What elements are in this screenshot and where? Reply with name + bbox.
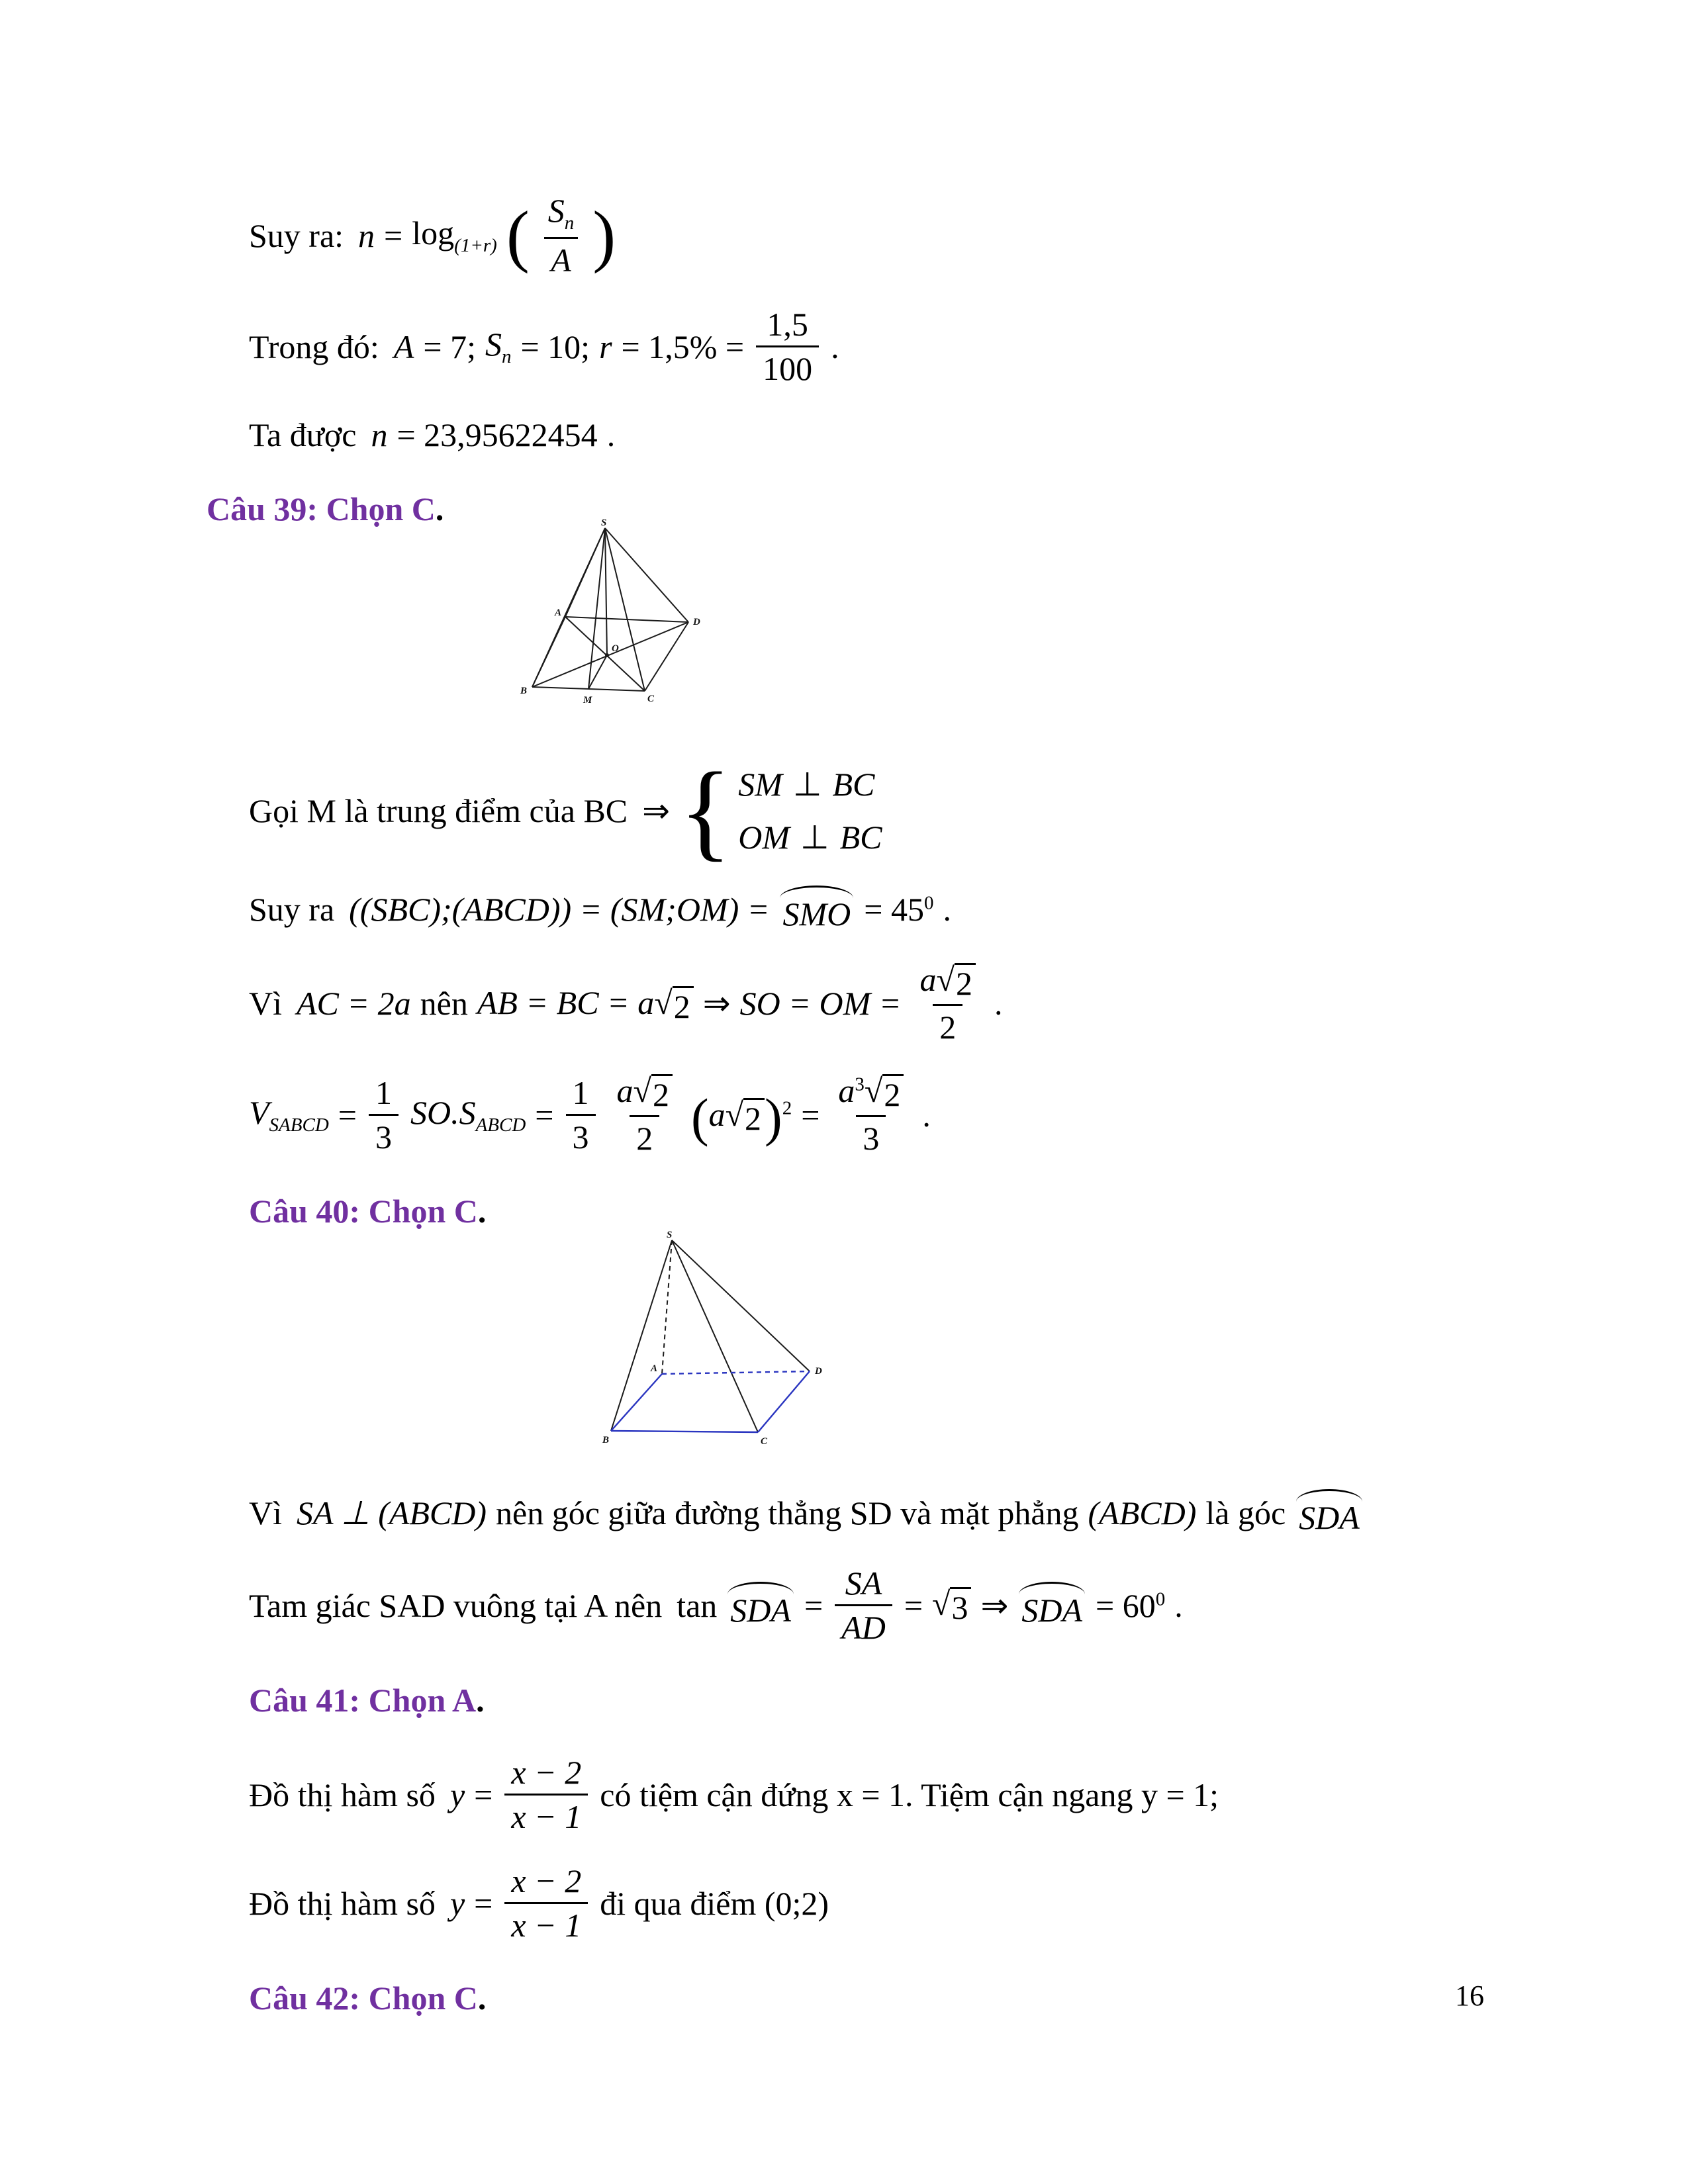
period: . xyxy=(477,1192,487,1230)
angle-hat-SMO: SMO xyxy=(778,886,855,933)
superscript: 2 xyxy=(782,1097,792,1119)
squared-parenthetical xyxy=(690,1089,792,1148)
text-run: Tam giác SAD vuông tại A nên xyxy=(249,1586,663,1624)
line-log-formula: Suy ra: n = $\log_{(1+r)}$ ( $\frac{S_n}{A}$ ) xyxy=(249,192,616,279)
log-base: (1+r) xyxy=(454,235,497,257)
equation-system: { SM ⊥ BC OM ⊥ BC xyxy=(679,749,882,871)
radical-sign: √ xyxy=(633,1072,651,1110)
text-run: Vì xyxy=(249,1494,282,1531)
line-so-om xyxy=(249,962,1529,1045)
math-text: AC = 2a xyxy=(297,985,411,1023)
figure-lines-black xyxy=(611,1240,810,1432)
heading-cau-40 xyxy=(249,1192,1529,1230)
text-run: Trong đó: xyxy=(249,328,379,365)
line-midpoint-system xyxy=(249,749,1529,871)
vertex-label-B: B xyxy=(520,685,528,696)
fraction-numerator xyxy=(914,962,982,1004)
fraction-numerator: 1,5 xyxy=(767,305,808,343)
implies-arrow: ⇒ xyxy=(980,1586,1009,1624)
math-expression xyxy=(477,983,694,1026)
radicand: 2 xyxy=(651,1074,673,1111)
sqrt xyxy=(936,960,976,1002)
fraction-denominator: 3 xyxy=(369,1114,399,1155)
fraction xyxy=(566,1075,596,1155)
fraction-denominator: 3 xyxy=(566,1114,596,1155)
fraction-denominator: 100 xyxy=(756,345,819,387)
text-run: đi qua điểm (0;2) xyxy=(600,1884,829,1922)
fraction-denominator: AD xyxy=(835,1604,892,1645)
radical-sign: √ xyxy=(725,1095,744,1133)
pyramid-figure-39 xyxy=(506,518,1529,736)
fraction-denominator: x − 1 xyxy=(504,1902,588,1943)
math-text: = 60 xyxy=(1096,1586,1156,1624)
math-var: a xyxy=(616,1072,633,1110)
left-paren: ( xyxy=(690,1089,709,1148)
implies-arrow: ⇒ xyxy=(702,985,731,1023)
fraction-numerator: 1 xyxy=(375,1073,392,1111)
math-var: y xyxy=(449,1884,465,1922)
math-var: r xyxy=(599,328,612,365)
sqrt xyxy=(864,1072,904,1114)
text-run: nên góc giữa đường thẳng SD và mặt phẳng xyxy=(496,1494,1079,1531)
radicand: 3 xyxy=(950,1587,971,1624)
radical-sign: √ xyxy=(932,1584,951,1622)
math-var: BC xyxy=(839,818,882,856)
text-run: Đồ thị hàm số xyxy=(249,1776,436,1813)
heading-cau-42 xyxy=(249,1979,1529,2017)
math-var: BC xyxy=(832,765,875,803)
radical-sign: √ xyxy=(654,984,673,1022)
math-text: tan xyxy=(677,1586,718,1624)
text-run: Suy ra: xyxy=(249,216,344,254)
line-point-through xyxy=(249,1864,1529,1943)
text-run: có tiệm cận đứng x = 1. Tiệm cận ngang y = 1; xyxy=(600,1776,1219,1813)
vertex-label-S: S xyxy=(667,1229,673,1240)
fraction xyxy=(835,1566,892,1645)
pyramid-figure-39-svg xyxy=(506,518,718,728)
right-paren: ) xyxy=(765,1089,782,1148)
equals-sign: = xyxy=(804,1586,823,1624)
math-var: SM xyxy=(738,765,782,803)
math-text: log xyxy=(412,214,455,252)
period: . xyxy=(994,985,1003,1023)
fraction-numerator xyxy=(541,193,581,237)
math-var: n xyxy=(358,216,375,254)
fraction-numerator: 1 xyxy=(572,1073,589,1111)
vertex-label-D: D xyxy=(815,1365,822,1377)
math-var: V xyxy=(249,1094,269,1132)
math-var: a xyxy=(838,1072,855,1110)
math-var: S xyxy=(547,192,565,229)
sqrt xyxy=(633,1072,673,1114)
subscript: ABCD xyxy=(475,1115,526,1136)
period: . xyxy=(476,1681,485,1719)
vertex-label-O: O xyxy=(612,643,619,654)
text-run: Vì xyxy=(249,985,282,1023)
fraction-denominator: 2 xyxy=(933,1004,962,1045)
system-row xyxy=(738,818,882,856)
figure-lines-blue xyxy=(611,1371,810,1432)
fraction xyxy=(541,193,581,278)
equals-sign: = xyxy=(474,1776,493,1813)
fraction xyxy=(504,1755,588,1835)
fraction-numerator: x − 2 xyxy=(511,1753,582,1791)
period: . xyxy=(435,490,444,527)
math-text: (ABCD) xyxy=(1088,1494,1197,1531)
fraction-denominator: 3 xyxy=(856,1115,886,1156)
fraction-numerator: x − 2 xyxy=(511,1862,582,1899)
math-var: y xyxy=(449,1776,465,1813)
vertex-label-B: B xyxy=(602,1434,610,1445)
line-result-n xyxy=(249,416,1529,454)
vertex-label-C: C xyxy=(647,693,655,704)
math-var-sub xyxy=(485,325,512,368)
period: . xyxy=(477,1979,487,2017)
equals-sign: = xyxy=(384,216,403,254)
vertex-label-A: A xyxy=(651,1363,658,1374)
angle-hat-SDA: SDA xyxy=(1017,1582,1086,1629)
math-text: ((SBC);(ABCD)) = (SM;OM) = xyxy=(349,890,770,928)
heading-title: Câu 39: Chọn C xyxy=(207,490,436,527)
fraction-numerator xyxy=(610,1073,679,1115)
vertex-label-M: M xyxy=(583,694,592,705)
math-var: n xyxy=(371,416,388,453)
vertex-label-D: D xyxy=(693,616,700,627)
period: . xyxy=(943,890,951,928)
sqrt xyxy=(725,1095,765,1137)
equals-sign: = xyxy=(535,1096,554,1134)
math-var-sub xyxy=(410,1093,526,1136)
fraction-numerator xyxy=(831,1073,910,1115)
subscript: SABCD xyxy=(269,1115,329,1136)
math-text: SO.S xyxy=(410,1094,476,1132)
heading-title: Câu 41: Chọn A xyxy=(249,1681,477,1719)
line-asymptotes xyxy=(249,1755,1529,1835)
math-var: OM xyxy=(738,818,790,856)
implies-arrow: ⇒ xyxy=(642,792,671,829)
math-text: AB = BC = a xyxy=(477,984,655,1022)
period: . xyxy=(1174,1586,1183,1624)
text-run: là góc xyxy=(1205,1494,1286,1531)
period: . xyxy=(831,328,839,365)
vertex-label-S: S xyxy=(601,517,607,528)
text-run: Ta được xyxy=(249,416,357,453)
point-O-dot xyxy=(605,653,609,657)
perpendicular-sign: ⊥ xyxy=(792,765,822,803)
equals-sign: = xyxy=(904,1586,923,1624)
equals-sign: = xyxy=(338,1096,357,1134)
fraction-denominator: x − 1 xyxy=(504,1794,588,1835)
pyramid-figure-40 xyxy=(594,1230,1529,1460)
math-var-sub xyxy=(249,1093,329,1136)
fraction xyxy=(831,1073,910,1156)
sqrt xyxy=(932,1584,971,1626)
radicand: 2 xyxy=(955,963,976,1000)
fraction xyxy=(504,1864,588,1943)
heading-cau-41 xyxy=(249,1681,1529,1719)
heading-title: Câu 42: Chọn C xyxy=(249,1979,478,2017)
angle-value xyxy=(1096,1586,1165,1625)
superscript: 3 xyxy=(855,1073,865,1095)
fraction-numerator: SA xyxy=(845,1564,882,1602)
text-run: Đồ thị hàm số xyxy=(249,1884,436,1922)
subscript: n xyxy=(564,212,575,234)
math-text: = 10; xyxy=(520,328,590,365)
math-text: = 7; xyxy=(423,328,476,365)
superscript: 0 xyxy=(1155,1588,1166,1610)
line-angle-45 xyxy=(249,886,1529,933)
period: . xyxy=(606,416,616,453)
math-text: SA ⊥ (ABCD) xyxy=(297,1494,487,1531)
sqrt xyxy=(654,984,693,1026)
fraction xyxy=(369,1075,399,1155)
math-var: a xyxy=(919,960,937,998)
perpendicular-sign: ⊥ xyxy=(800,818,829,856)
math-text: = 23,95622454 xyxy=(397,416,598,453)
vertex-label-C: C xyxy=(761,1435,768,1447)
subscript: n xyxy=(501,346,512,368)
text-run: Gọi M là trung điểm của BC xyxy=(249,792,628,829)
page-number: 16 xyxy=(1455,1979,1484,2012)
line-angle-definition xyxy=(249,1489,1529,1537)
fraction-denominator: 2 xyxy=(630,1115,659,1156)
fraction xyxy=(914,962,982,1045)
radical-sign: √ xyxy=(864,1072,883,1110)
equals-sign: = xyxy=(474,1884,493,1922)
radical-sign: √ xyxy=(936,960,955,998)
fraction xyxy=(756,307,819,387)
angle-hat-SDA: SDA xyxy=(1295,1489,1364,1537)
line-given-values xyxy=(249,307,1529,387)
system-row xyxy=(738,765,882,803)
line-volume-formula xyxy=(249,1073,1529,1156)
text-run: nên xyxy=(420,985,468,1023)
math-var: S xyxy=(485,326,502,363)
system-rows xyxy=(738,765,882,856)
math-text: SO = OM = xyxy=(739,985,902,1023)
fraction-denominator: A xyxy=(544,237,578,278)
math-var: a xyxy=(708,1095,726,1133)
superscript: 0 xyxy=(923,892,934,914)
pyramid-figure-40-svg xyxy=(594,1230,829,1452)
equals-sign: = xyxy=(801,1096,820,1134)
period: . xyxy=(922,1096,931,1134)
radicand: 2 xyxy=(743,1098,765,1135)
radicand: 2 xyxy=(882,1074,904,1111)
radicand: 2 xyxy=(673,986,694,1023)
math-var: A xyxy=(393,328,414,365)
heading-title: Câu 40: Chọn C xyxy=(249,1192,478,1230)
vertex-label-A: A xyxy=(555,607,562,618)
log-expression xyxy=(412,214,497,257)
fraction xyxy=(610,1073,679,1156)
angle-value xyxy=(864,890,933,929)
text-run: Suy ra xyxy=(249,890,335,928)
line-tangent-60 xyxy=(249,1566,1529,1645)
angle-hat-SDA: SDA xyxy=(726,1582,795,1629)
math-text: = 45 xyxy=(864,890,924,928)
math-text: = 1,5% = xyxy=(621,328,745,365)
